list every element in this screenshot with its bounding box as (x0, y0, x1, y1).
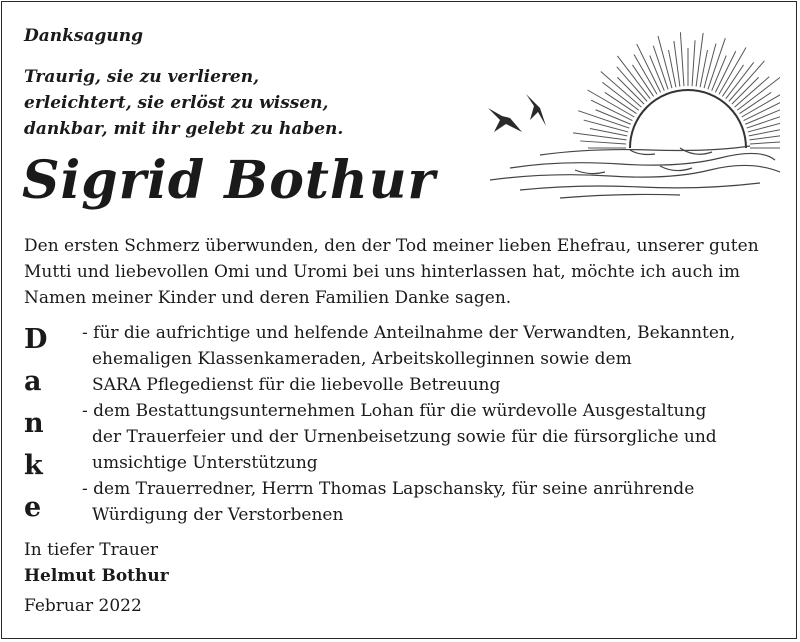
danke-letter: k (24, 450, 43, 481)
deceased-name: Sigrid Bothur (22, 150, 436, 211)
signer-name: Helmut Bothur (24, 566, 169, 586)
thanks-line: Würdigung der Verstorbenen (92, 505, 344, 525)
closing-block (24, 537, 169, 589)
intro-line: Namen meiner Kinder und deren Familien Danke sagen. (24, 288, 512, 308)
danke-letter: a (24, 366, 42, 397)
poem (24, 64, 343, 142)
danke-letter: n (24, 408, 44, 439)
thanks-line: der Trauerfeier und der Urnenbeisetzung sowie für die fürsorgliche und (92, 427, 717, 447)
danke-letter: e (24, 492, 42, 523)
closing-text: In tiefer Trauer (24, 540, 159, 560)
thanks-line: - dem Trauerredner, Herrn Thomas Lapschansky, für seine anrührende (82, 479, 695, 499)
poem-line: dankbar, mit ihr gelebt zu haben. (24, 119, 344, 139)
danke-letter: D (24, 324, 48, 355)
notice-date: Februar 2022 (24, 596, 142, 616)
thanks-line: umsichtige Unterstützung (92, 453, 318, 473)
poem-line: erleichtert, sie erlöst zu wissen, (24, 93, 329, 113)
sunset-with-birds-icon (480, 20, 780, 200)
notice-heading: Danksagung (24, 26, 143, 46)
thanks-list (82, 320, 735, 528)
intro-text (24, 233, 784, 311)
thanks-line: SARA Pflegedienst für die liebevolle Betreuung (92, 375, 501, 395)
thanks-line: - für die aufrichtige und helfende Anteilnahme der Verwandten, Bekannten, (82, 323, 736, 343)
poem-line: Traurig, sie zu verlieren, (24, 67, 260, 87)
thanks-line: ehemaligen Klassenkameraden, Arbeitskolleginnen sowie dem (92, 349, 632, 369)
intro-line: Mutti und liebevollen Omi und Uromi bei uns hinterlassen hat, möchte ich auch im (24, 262, 741, 282)
danke-vertical-word (24, 322, 47, 532)
thanks-line: - dem Bestattungsunternehmen Lohan für die würdevolle Ausgestaltung (82, 401, 707, 421)
intro-line: Den ersten Schmerz überwunden, den der Tod meiner lieben Ehefrau, unserer guten (24, 236, 759, 256)
